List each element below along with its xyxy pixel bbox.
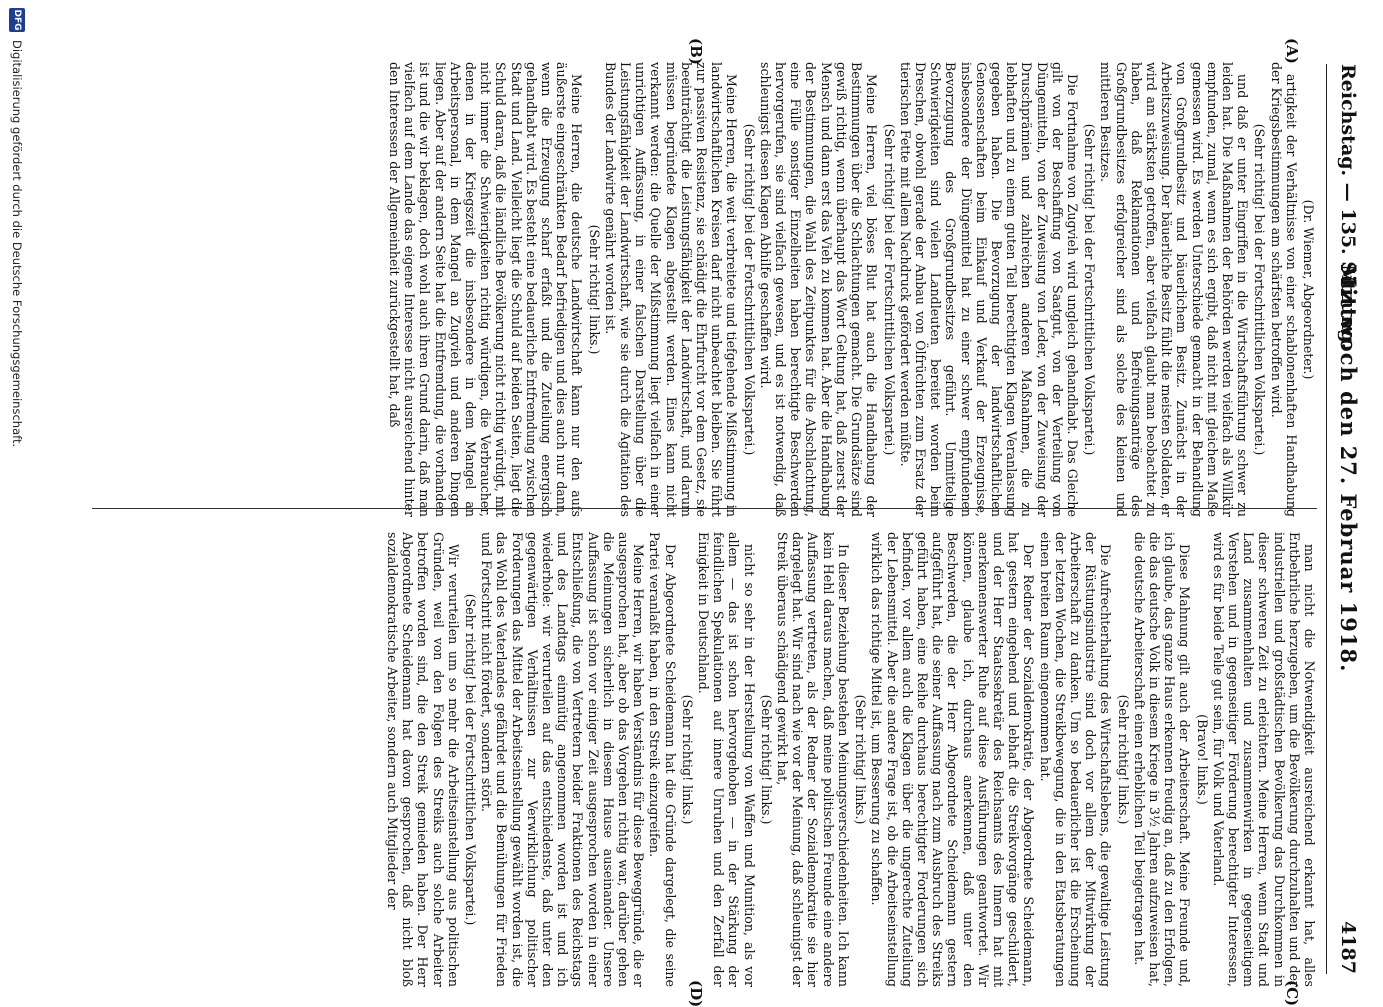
interjection: (Sehr richtig! links.) — [853, 694, 869, 825]
paragraph: Meine Herren, wir haben Verständnis für diese Beweggründe, die er ausgesprochen hat, aber ob das Vorgehen richtig war, darüber gehen die Meinungen sicherlich in diesem Hause auseinander. Unsere Auffassung ist schon vor einiger Zeit ausgesprochen worden in einer Entschließung, die von Vertretern beider Fraktionen des Reichstags und des Landtags einmütig angenommen worden ist und ich wiederhole: wir verurteilen auf das entschiedenste, daß unter den gegenwärtigen Verhältnissen zur Verwirklichung politischer Forderungen das Mittel der Arbeitseinstellung gewählt worden ist, die das Wohl des Vaterlandes gefährdet und die Bemühungen für Frieden und Fortschritt nicht fördert, sondern stört. — [479, 532, 647, 987]
left-text-column — [92, 62, 1317, 517]
paragraph: In dieser Beziehung bestehen Meinungsverschiedenheiten. Ich kann kein Hehl daraus machen, daß meine politischen Freunde eine andere Auffassung vertreten, als der Redner der Sozialdemokratie sie hier dargelegt hat. Wir sind nach wie vor der Meinung, daß schleunigst der Streik überaus schädigend gewirkt hat, — [775, 532, 851, 987]
right-text-column — [92, 532, 1317, 987]
paragraph: artigkeit der Verhältnisse von einer schablonenhaften Handhabung der Kriegsbestimmungen am schärfsten betroffen wird. — [1268, 62, 1299, 517]
page-header — [1323, 64, 1365, 974]
page-number: 4187 — [1337, 921, 1359, 974]
interjection: (Sehr richtig! links.) — [679, 694, 695, 825]
interjection: (Sehr richtig! bei der Fortschrittlichen Volkspartei.) — [1082, 123, 1098, 456]
funding-credit: Digitalisierung gefördert durch die Deutsche Forschungsgemeinschaft. — [10, 40, 24, 448]
interjection: (Sehr richtig! bei der Fortschrittlichen Volkspartei.) — [463, 593, 479, 926]
margin-mark-d: (D) — [687, 980, 705, 1007]
interjection: (Sehr richtig! links.) — [586, 224, 602, 355]
paragraph: nicht so sehr in der Herstellung von Waffen und Munition, als vor allem — das ist schon hervorgehoben — in der Stärkung der feindlichen Spekulationen auf innere Unruhen und den Zerfall der Einigkeit in Deutschland. — [696, 532, 757, 987]
paragraph: Die Fortnahme von Zugvieh wird ungleich gehandhabt. Das Gleiche gilt von der Beschaffung von Saatgut, von der Verteilung von Düngemitteln, von der Zuweisung von Leder, von der Zuweisung der Druschprämien und zahlreichen anderen Maßnahmen, die zu lebhaften und zu einem guten Teil berechtigten Klagen Veranlassung gegeben haben. Die Bevorzugung der landwirtschaftlichen Genossenschaften beim Einkauf und Verkauf der Erzeugnisse, insbesondere der Düngemittel hat zu einer schwer empfundenen Bevorzugung des Großgrundbesitzes geführt. Unmittelige Schwierigkeiten sind vielen Landleuten bereitet worden beim Dreschen, obwohl gerade der Anbau von Ölfrüchten zum Ersatz der tierischen Fette mit allem Nachdruck gefördert werden müßte. — [897, 62, 1080, 517]
speaker-label: (Dr. Wiemer, Abgeordneter.) — [1301, 199, 1316, 380]
header-session: Reichstag. — 135. Sitzung. — [1337, 64, 1359, 350]
interjection: (Sehr richtig! bei der Fortschrittlichen Volkspartei.) — [1252, 123, 1268, 456]
margin-mark-b: (B) — [687, 38, 705, 65]
interjection: (Sehr richtig! bei der Fortschrittlichen Volkspartei.) — [741, 123, 757, 456]
paragraph: Die Aufrechterhaltung des Wirtschaftslebens, die gewaltige Leistung der Rüstungsindustrie sind doch vor allem der Mitwirkung der Arbeiterschaft zu danken. Um so bedauerlicher ist die Erscheinung der letzten Wochen, die Streikbewegung, die in den Etatsberatungen einen breiten Raum eingenommen hat. — [1037, 532, 1114, 987]
header-date: Mittwoch den 27. Februar 1918. — [1336, 264, 1361, 673]
dfg-logo: DFG — [9, 8, 25, 32]
column-divider — [92, 508, 1317, 509]
paragraph: und daß er unter Eingriffen in die Wirtschaftsführung schwer zu leiden hat. Die Maßnahmen der Behörden werden vielfach als Willkür empfunden, zumal, wenn es sich ergibt, daß nicht mit gleichem Maße gemessen wird. Es werden Unterschiede gemacht in der Behandlung von Großgrundbesitz und bäuerlichem Besitz. Zunächst in der Arbeitszuweisung. Der bäuerliche Besitz fühlt die meisten Soldaten, er wird am stärksten getroffen, aber vielfach glaubt man beobachtet zu haben, daß Reklamationen und Befreiungsanträge des Großgrundbesitzes erfolgreicher sind als solche des kleinen und mittleren Besitzes. — [1098, 62, 1251, 517]
paragraph: Wir verurteilen um so mehr die Arbeitseinstellung aus politischen Gründen, weil von den Folgen des Streiks auch solche Arbeiter betroffen worden sind, die den Streik gemieden haben. Der Herr Abgeordnete Scheidemann hat davon gesprochen, daß nicht bloß sozialdemokratische Arbeiter, sondern auch Mitglieder der — [385, 532, 461, 987]
paragraph: Meine Herren, die weit verbreitete und tiefgehende Mißstimmung in landwirtschaftlichen Kreisen darf nicht unbeachtet bleiben. Sie führt zur passiven Resistenz, sie schädigt die Ehrfurcht vor dem Gesetz, sie beeinträchtigt die Leistungsfähigkeit der Landwirtschaft, und darum müssen begründete Klagen abgestellt werden. Eines kann nicht verkannt werden: die Quelle der Mißstimmung liegt vielfach in einer unrichtigen Auffassung, in einer falschen Darstellung über die Leistungsfähigkeit der Landwirtschaft, wie sie durch die Agitation des Bundes der Landwirte genährt worden ist. — [602, 62, 740, 517]
paragraph: man nicht die Notwendigkeit ausreichend erkannt hat, alles Entbehrliche herzugeben, um die Bevölkerung durchzuhalten und der industriellen und großstädtischen Bevölkerung das Durchkommen in dieser schweren Zeit zu erleichtern. Meine Herren, wenn Stadt und Land zusammenhalten und zusammenwirken in gegenseitigem Verstehen und in gegenseitiger Förderung berechtigter Interessen, wird es für beide Teile gut sein, für Volk und Vaterland. — [1210, 532, 1317, 987]
header-rule — [1326, 64, 1327, 974]
interjection: (Bravo! links.) — [1194, 714, 1210, 805]
paragraph: Meine Herren, die deutsche Landwirtschaft kann nur den aufs äußerste eingeschränkten Bedarf befriedigen und dies auch nur dann, wenn die Erzeugung scharf erfaßt und die Zuteilung energisch gehandhabt wird. Es besteht eine bedauerliche Entfremdung zwischen Stadt und Land. Vielleicht liegt die Schuld auf beiden Seiten, liegt die Schuld daran, daß die ländliche Bevölkerung nicht richtig würdigt, mit nicht immer die Schwierigkeiten richtig würdigen, die Verbraucher, denen in der Kriegszeit die insbesondere in dem Mangel an Arbeitspersonal, in dem Mangel an Zugvieh und anderen Dingen liegen. Aber auf der andern Seite hat die Entfremdung, die vorhanden ist und die wir beklagen, doch wohl auch ihren Grund darin, daß man vielfach auf dem Lande das eigene Interesse nicht ausreichend hinter den Interessen der Allgemeinheit zurückgestellt hat, daß — [387, 62, 585, 517]
interjection: (Sehr richtig! bei der Fortschrittlichen Volkspartei.) — [881, 123, 897, 456]
paragraph: Diese Mahnung gilt auch der Arbeiterschaft. Meine Freunde und, ich glaube, das ganze Haus erkennen freudig an, daß zu den Erfolgen, die das deutsche Volk in diesem Kriege in 3½ Jahren aufzuweisen hat, die deutsche Arbeiterschaft einen erheblichen Teil beigetragen hat. — [1131, 532, 1193, 987]
interjection: (Sehr richtig! links.) — [758, 694, 774, 825]
interjection: (Sehr richtig! links.) — [1115, 694, 1131, 825]
margin-mark-c: (C) — [1283, 980, 1301, 1007]
margin-mark-a: (A) — [1283, 38, 1301, 64]
paragraph: Meine Herren, viel böses Blut hat auch die Handhabung der Bestimmungen über die Schlachtungen gemacht. Die Grundsätze sind gewiß richtig, wenn überhaupt das Wort Geltung hat, daß zuerst der Mensch und dann erst das Vieh zu kommen hat. Aber die Handhabung der Bestimmungen, die Wahl des Zeitpunktes für die Abschlachtung, eine Fülle sonstiger Einzelheiten haben berechtigte Beschwerden hervorgerufen, sie sind vielfach gewesen, und es ist notwendig, daß schleunigst diesen Klagen Abhilfe geschaffen wird. — [757, 62, 880, 517]
page-footer — [5, 8, 27, 998]
paragraph: Der Abgeordnete Scheidemann hat die Gründe dargelegt, die seine Partei veranlaßt haben, in den Streik einzugreifen. — [647, 532, 678, 987]
paragraph: Der Redner der Sozialdemokratie, der Abgeordnete Scheidemann, hat gestern eingehend und lebhaft die Streikvorgänge geschildert, und der Herr Staatssekretär des Reichsamts des Innern hat mit anerkennenswerter Ruhe auf diese Ausführungen geantwortet. Wir können, glaube ich, durchaus anerkennen, daß unter den Beschwerden, die der Herr Abgeordnete Scheidemann gestern aufgeführt hat, die seiner Auffassung nach zum Ausbruch des Streiks geführt haben, eine Reihe durchaus berechtigter Forderungen sich befinden, vor allem auch die Klagen über die ungerechte Zuteilung der Lebensmittel. Aber die andere Frage ist, ob die Arbeitseinstellung wirklich das richtige Mittel ist, um Besserung zu schaffen. — [869, 532, 1037, 987]
